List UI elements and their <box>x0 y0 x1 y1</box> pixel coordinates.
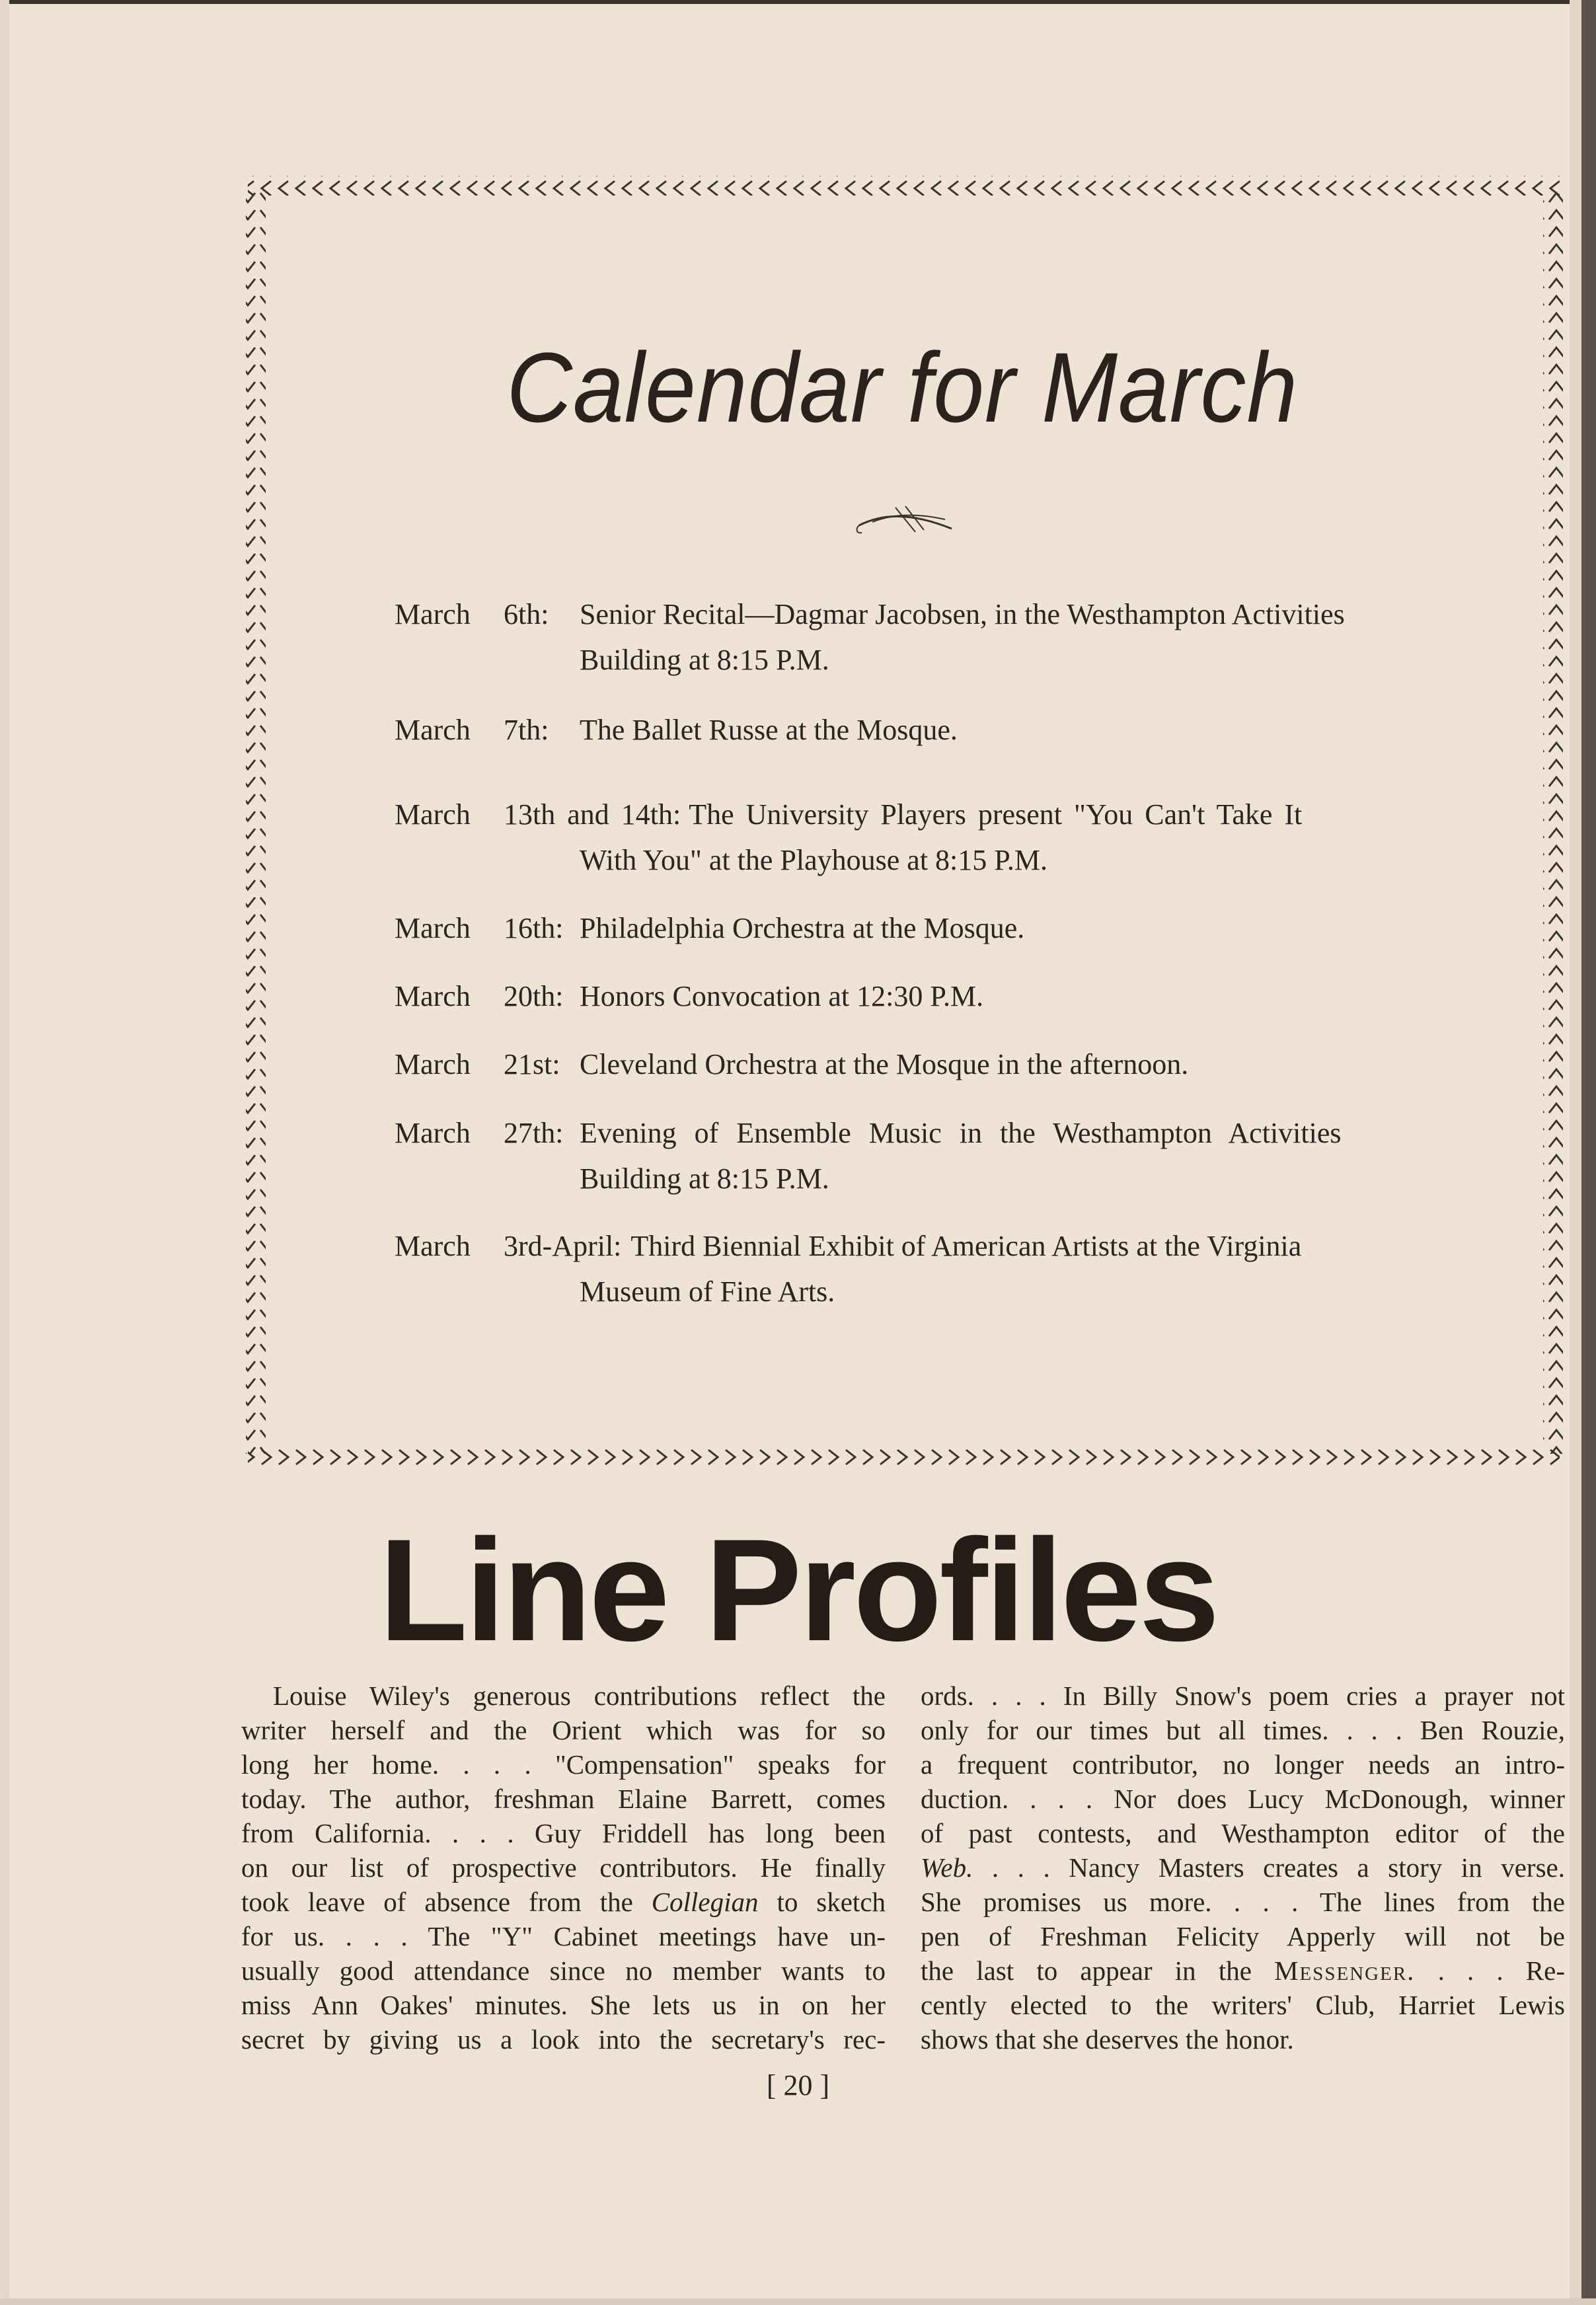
profiles-left-column <box>241 1679 886 2057</box>
text-line: usually good attendance since no member wants to <box>241 1955 886 1986</box>
event-item <box>395 905 1412 951</box>
page-number: [ 20 ] <box>766 2069 830 2101</box>
text-line: cently elected to the writers' Club, Harriet Lewis <box>921 1990 1565 2020</box>
event-month: March <box>395 1117 471 1149</box>
italic-title: Web. <box>921 1852 973 1883</box>
event-item <box>395 1110 1412 1201</box>
small-caps-title: Messenger. <box>1274 1955 1416 1986</box>
line-profiles-title: Line Profiles <box>379 1509 1217 1671</box>
text-line: a frequent contributor, no longer needs an intro- <box>921 1749 1565 1780</box>
event-date: 20th: <box>504 980 564 1012</box>
event-description-cont: With You" at the Playhouse at 8:15 P.M. <box>580 844 1047 876</box>
text-line: pen of Freshman Felicity Apperly will not be <box>921 1921 1565 1951</box>
event-item <box>395 591 1412 683</box>
text-line: on our list of prospective contributors. He finally <box>241 1852 886 1883</box>
event-month: March <box>395 1048 471 1080</box>
text-line: secret by giving us a look into the secretary's rec- <box>241 2024 886 2055</box>
event-item <box>395 1223 1412 1314</box>
text-fragment: to sketch <box>777 1887 886 1917</box>
text-line: long her home. . . . "Compensation" speaks for <box>241 1749 886 1780</box>
event-month: March <box>395 798 471 831</box>
event-description-cont: Building at 8:15 P.M. <box>580 1162 829 1195</box>
event-description: Honors Convocation at 12:30 P.M. <box>580 980 984 1012</box>
event-date: 7th: <box>504 714 549 746</box>
event-description: The Ballet Russe at the Mosque. <box>580 714 958 746</box>
event-item <box>395 1041 1412 1087</box>
text-line: She promises us more. . . . The lines from the <box>921 1887 1565 1917</box>
border-right <box>1543 192 1563 1454</box>
italic-title: Collegian <box>651 1887 759 1917</box>
text-line <box>921 1850 1565 1885</box>
event-item <box>395 973 1412 1019</box>
event-description: Cleveland Orchestra at the Mosque in the afternoon. <box>580 1048 1189 1080</box>
event-date: 13th and 14th: <box>504 798 681 831</box>
event-description: The University Players present "You Can't Take It <box>689 798 1303 831</box>
text-line: of past contests, and Westhampton editor of the <box>921 1818 1565 1848</box>
event-description: Philadelphia Orchestra at the Mosque. <box>580 912 1025 944</box>
text-line: ords. . . . In Billy Snow's poem cries a prayer not <box>921 1681 1565 1711</box>
flourish-ornament-icon <box>853 496 958 542</box>
event-date: 27th: <box>504 1117 564 1149</box>
event-description-cont: Building at 8:15 P.M. <box>580 644 829 676</box>
text-line: shows that she deserves the honor. <box>921 2024 1294 2055</box>
text-fragment: took leave of absence from the <box>241 1887 633 1917</box>
event-date: 16th: <box>504 912 564 944</box>
text-line <box>241 1885 886 1919</box>
text-line <box>921 1953 1565 1988</box>
text-line: only for our times but all times. . . . Ben Rouzie, <box>921 1715 1565 1745</box>
event-date: 3rd-April: <box>504 1230 622 1262</box>
profiles-right-column <box>921 1679 1565 2057</box>
event-description: Evening of Ensemble Music in the Westhampton Activities <box>580 1117 1342 1149</box>
border-top <box>248 176 1560 196</box>
text-line: from California. . . . Guy Friddell has long been <box>241 1818 886 1848</box>
event-month: March <box>395 912 471 944</box>
event-description: Senior Recital—Dagmar Jacobsen, in the Westhampton Activities <box>580 598 1345 630</box>
text-line: Louise Wiley's generous contributions reflect the <box>273 1681 886 1711</box>
event-item <box>395 707 1412 753</box>
event-month: March <box>395 1230 471 1262</box>
event-item <box>395 792 1412 883</box>
event-description: Third Biennial Exhibit of American Artists at the Virginia <box>630 1230 1302 1262</box>
text-line: today. The author, freshman Elaine Barrett, comes <box>241 1784 886 1814</box>
border-bottom <box>248 1449 1560 1469</box>
event-date: 6th: <box>504 598 549 630</box>
text-fragment: . . . Re- <box>1437 1955 1565 1986</box>
calendar-title: Calendar for March <box>506 332 1299 443</box>
text-fragment: . . . Nancy Masters creates a story in verse. <box>991 1852 1565 1883</box>
event-month: March <box>395 980 471 1012</box>
event-month: March <box>395 598 471 630</box>
event-date: 21st: <box>504 1048 560 1080</box>
text-line: miss Ann Oakes' minutes. She lets us in on her <box>241 1990 886 2020</box>
text-fragment: the last to appear in the <box>921 1955 1252 1986</box>
event-month: March <box>395 714 471 746</box>
text-line: for us. . . . The "Y" Cabinet meetings have un- <box>241 1921 886 1951</box>
event-description-cont: Museum of Fine Arts. <box>580 1275 835 1308</box>
text-line: duction. . . . Nor does Lucy McDonough, winner <box>921 1784 1565 1814</box>
text-line: writer herself and the Orient which was for so <box>241 1715 886 1745</box>
